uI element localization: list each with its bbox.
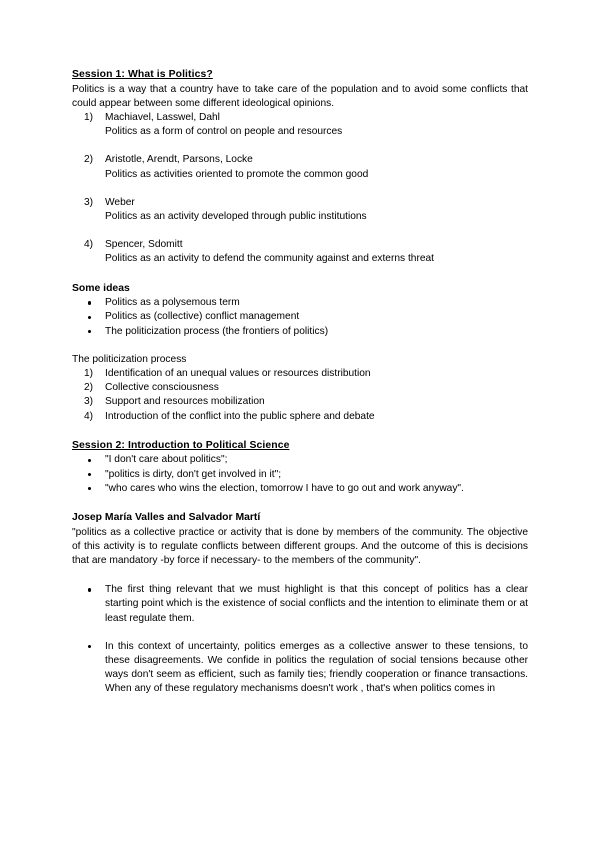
list-marker: 2) — [84, 154, 94, 166]
list-item-label: "I don't care about politics"; — [105, 454, 228, 466]
session-2-heading: Session 2: Introduction to Political Science — [72, 439, 290, 451]
session-2-notes-list — [72, 583, 528, 696]
list-item — [72, 453, 528, 467]
list-marker: 2) — [84, 382, 94, 394]
list-marker: 3) — [84, 196, 94, 208]
session-1-intro-paragraph: Politics is a way that a country have to take care of the population and to avoid some conflicts that could appear between some different ideological opinions. — [72, 83, 528, 109]
list-item-label: In this context of uncertainty, politics emerges as a collective answer to these tensions, to these disagreements. We confide in politics the regulation of social tensions because other ways don't seem as efficient, such as family ties; friendly cooperation or finance transactions. When any of these regulatory mechanisms doesn't work , that's when politics comes in — [105, 640, 528, 695]
list-item-label: The politicization process (the frontiers of politics) — [105, 325, 329, 337]
list-item-label: "politics is dirty, don't get involved in it"; — [105, 468, 282, 480]
list-item-label: Identification of an unequal values or resources distribution — [105, 368, 371, 380]
list-item — [72, 381, 528, 395]
list-item-label: Support and resources mobilization — [105, 396, 265, 408]
thinker-definition: Politics as an activity to defend the community against and externs threat — [105, 253, 435, 265]
list-item — [72, 153, 528, 181]
list-item — [72, 325, 528, 339]
spacer — [72, 339, 528, 353]
list-item-label: Introduction of the conflict into the public sphere and debate — [105, 410, 375, 422]
list-item — [72, 410, 528, 424]
list-item — [72, 196, 528, 224]
some-ideas-list — [72, 296, 528, 339]
list-item — [72, 468, 528, 482]
bullet-icon — [88, 645, 91, 648]
politicization-process-heading: The politicization process — [72, 353, 187, 365]
thinker-names: Aristotle, Arendt, Parsons, Locke — [105, 154, 253, 166]
authors-quote-paragraph: "politics as a collective practice or activity that is done by members of the community. The objective of this activity is to regulate conflicts between different groups. And the outcome of this is decisions that are mandatory -by force if necessary- to the members of the community". — [72, 526, 528, 567]
list-item — [72, 111, 528, 139]
list-item-label: Politics as (collective) conflict management — [105, 311, 300, 323]
list-marker: 4) — [84, 239, 94, 251]
thinker-definition: Politics as activities oriented to promote the common good — [105, 168, 369, 180]
session-2-quotes-list — [72, 453, 528, 496]
list-item — [72, 395, 528, 409]
list-item — [72, 640, 528, 697]
bullet-icon — [88, 459, 91, 462]
list-item — [72, 367, 528, 381]
list-marker: 1) — [84, 368, 94, 380]
list-marker: 1) — [84, 112, 94, 123]
list-item — [72, 583, 528, 626]
list-item-label: "who cares who wins the election, tomorrow I have to go out and work anyway". — [105, 482, 464, 494]
list-item-label: Collective consciousness — [105, 382, 219, 394]
bullet-icon — [88, 330, 91, 333]
list-item — [72, 238, 528, 266]
list-marker: 3) — [84, 396, 94, 408]
thinker-names: Weber — [105, 196, 135, 208]
bullet-icon — [88, 588, 91, 591]
spacer — [72, 568, 528, 583]
list-item — [72, 310, 528, 324]
bullet-icon — [88, 473, 91, 476]
list-item-label: The first thing relevant that we must highlight is that this concept of politics has a clear starting point which is the existence of social conflicts and the intention to eliminate them or at least regulate them. — [105, 584, 528, 624]
list-marker: 4) — [84, 410, 94, 422]
some-ideas-heading: Some ideas — [72, 282, 130, 294]
thinkers-list — [72, 111, 528, 267]
spacer — [72, 424, 528, 439]
politicization-steps-list — [72, 367, 528, 424]
bullet-icon — [88, 301, 91, 304]
bullet-icon — [88, 316, 91, 319]
thinker-names: Machiavel, Lasswel, Dahl — [105, 112, 220, 123]
thinker-definition: Politics as an activity developed through public institutions — [105, 211, 367, 223]
bullet-icon — [88, 487, 91, 490]
list-item-label: Politics as a polysemous term — [105, 297, 240, 309]
spacer — [72, 496, 528, 511]
document-body — [72, 68, 528, 697]
thinker-names: Spencer, Sdomitt — [105, 239, 183, 251]
list-item — [72, 296, 528, 310]
session-1-heading: Session 1: What is Politics? — [72, 69, 213, 80]
list-item — [72, 482, 528, 496]
authors-heading: Josep María Valles and Salvador Martí — [72, 512, 261, 524]
spacer — [72, 267, 528, 282]
thinker-definition: Politics as a form of control on people and resources — [105, 126, 343, 138]
